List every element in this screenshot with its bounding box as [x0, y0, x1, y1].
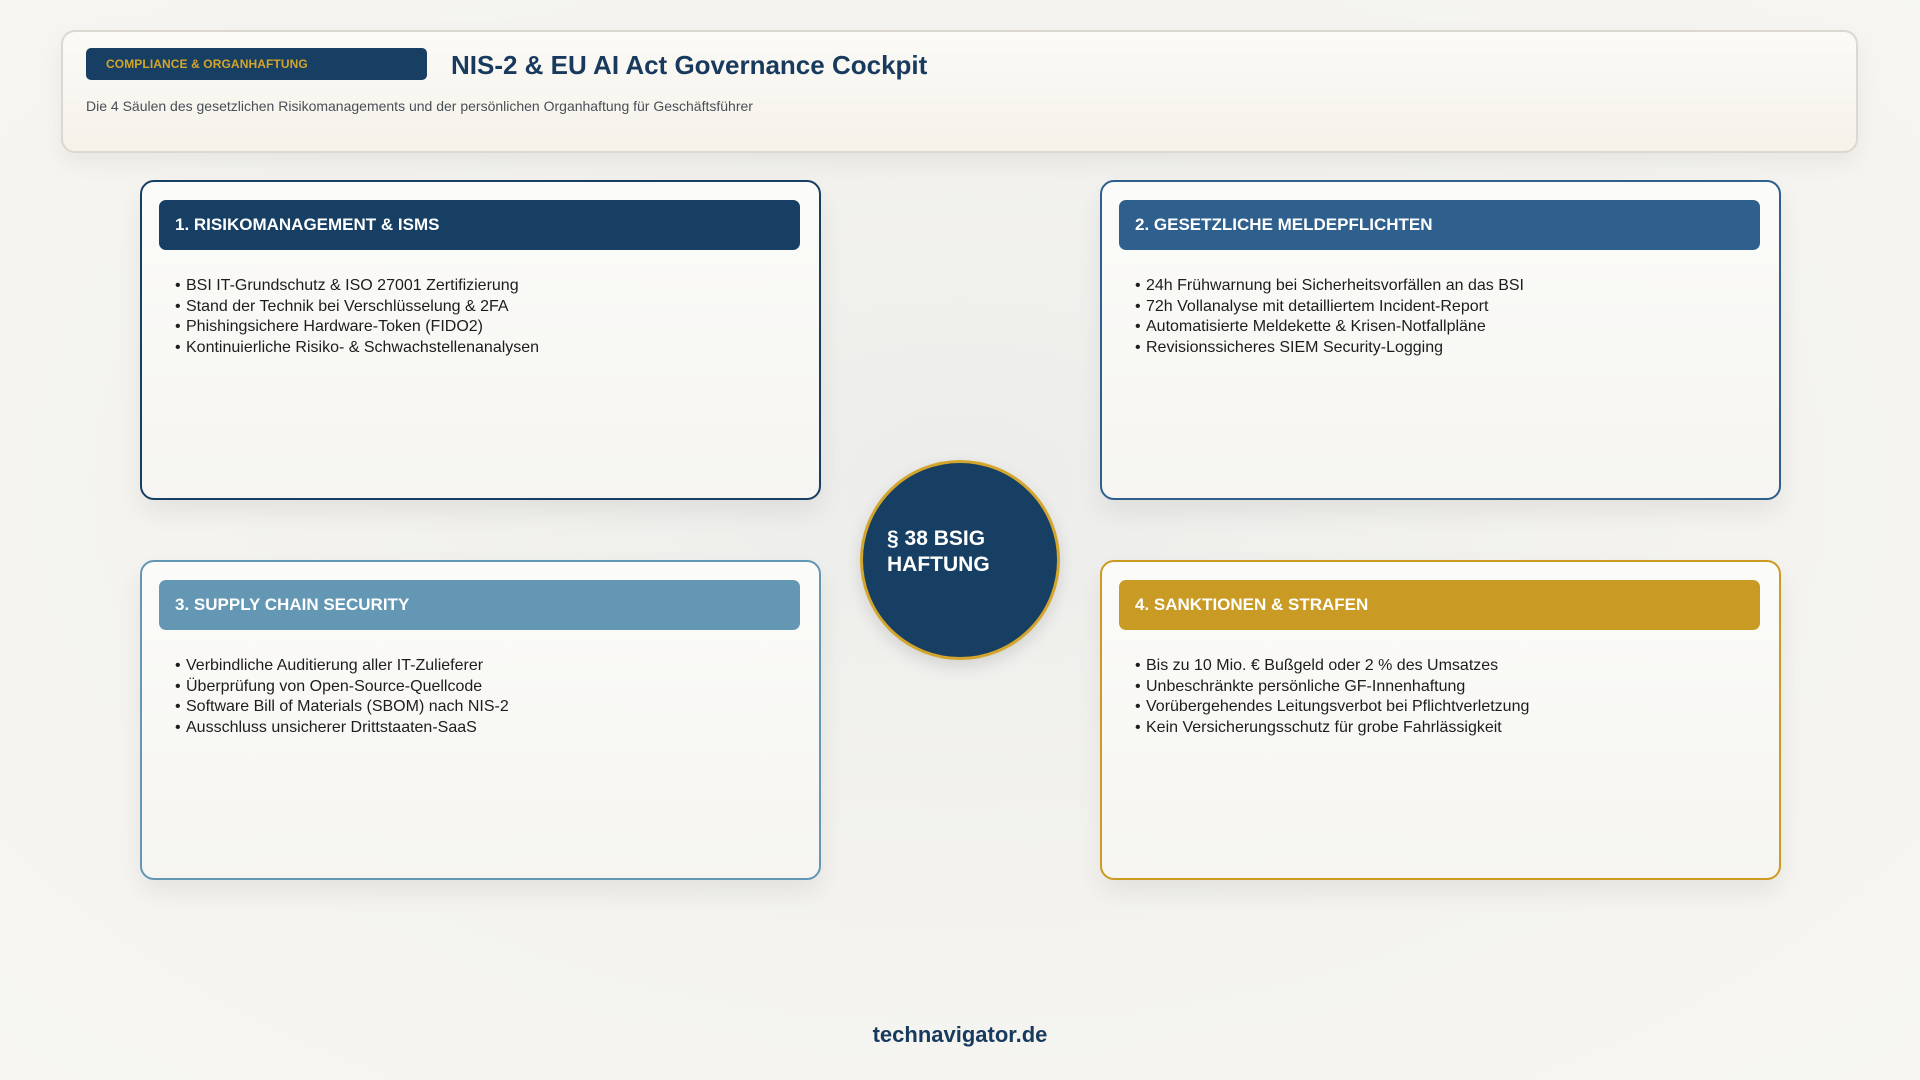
list-item: • Automatisierte Meldekette & Krisen-Notfallpläne: [1135, 317, 1524, 338]
pillar-item-list: [175, 656, 509, 739]
list-item: • BSI IT-Grundschutz & ISO 27001 Zertifizierung: [175, 276, 539, 297]
hub-label-line-1: § 38 BSIG: [887, 527, 986, 550]
list-item: • 24h Frühwarnung bei Sicherheitsvorfällen an das BSI: [1135, 276, 1524, 297]
pillar-card-sanctions: [1100, 560, 1781, 880]
list-item: • Unbeschränkte persönliche GF-Innenhaftung: [1135, 677, 1529, 698]
footer-brand: technavigator.de: [872, 1022, 1048, 1047]
list-item: • Revisionssicheres SIEM Security-Logging: [1135, 338, 1524, 359]
list-item: • Kein Versicherungsschutz für grobe Fahrlässigkeit: [1135, 718, 1529, 739]
pillar-item-list: [175, 276, 539, 359]
pillar-item-list: [1135, 276, 1524, 359]
list-item: • Verbindliche Auditierung aller IT-Zulieferer: [175, 656, 509, 677]
list-item: • Vorübergehendes Leitungsverbot bei Pflichtverletzung: [1135, 697, 1529, 718]
category-badge: COMPLIANCE & ORGANHAFTUNG: [86, 48, 427, 80]
list-item: • Ausschluss unsicherer Drittstaaten-SaaS: [175, 718, 509, 739]
pillar-item-list: [1135, 656, 1529, 739]
list-item: • Stand der Technik bei Verschlüsselung & 2FA: [175, 297, 539, 318]
pillar-title: 3. SUPPLY CHAIN SECURITY: [159, 580, 800, 630]
pillar-title: 4. SANKTIONEN & STRAFEN: [1119, 580, 1760, 630]
hub-label-line-2: HAFTUNG: [887, 553, 990, 576]
list-item: • Bis zu 10 Mio. € Bußgeld oder 2 % des Umsatzes: [1135, 656, 1529, 677]
pillar-title: 2. GESETZLICHE MELDEPFLICHTEN: [1119, 200, 1760, 250]
header-panel: [61, 30, 1858, 153]
pillar-title: 1. RISIKOMANAGEMENT & ISMS: [159, 200, 800, 250]
center-hub-circle: [860, 460, 1060, 660]
list-item: • Software Bill of Materials (SBOM) nach NIS-2: [175, 697, 509, 718]
list-item: • Phishingsichere Hardware-Token (FIDO2): [175, 317, 539, 338]
pillar-card-reporting-obligations: [1100, 180, 1781, 500]
list-item: • 72h Vollanalyse mit detailliertem Incident-Report: [1135, 297, 1524, 318]
list-item: • Kontinuierliche Risiko- & Schwachstellenanalysen: [175, 338, 539, 359]
page-subtitle: Die 4 Säulen des gesetzlichen Risikomanagements und der persönlichen Organhaftung für Geschäftsführer: [86, 98, 753, 114]
pillar-card-risk-management: [140, 180, 821, 500]
list-item: • Überprüfung von Open-Source-Quellcode: [175, 677, 509, 698]
page-title: NIS-2 & EU AI Act Governance Cockpit: [451, 50, 928, 80]
pillar-card-supply-chain: [140, 560, 821, 880]
